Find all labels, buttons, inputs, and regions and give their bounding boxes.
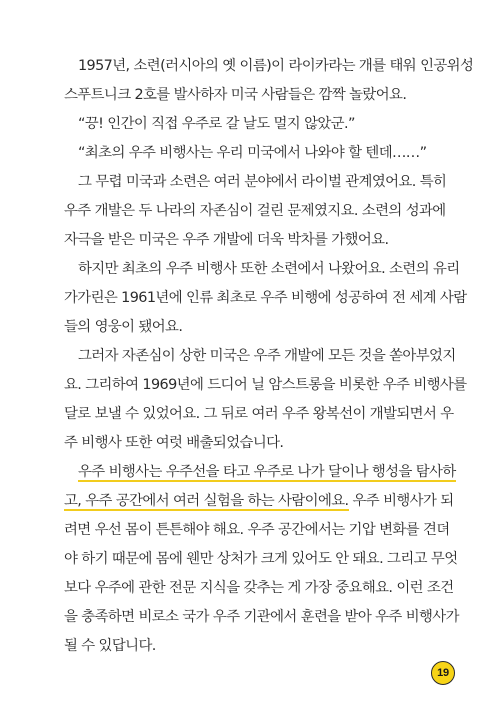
body-text: [64, 52, 474, 661]
paragraph-line: 려면 우선 몸이 튼튼해야 해요. 우주 공간에서는 기압 변화를 견뎌: [64, 522, 450, 538]
paragraph-line: 우주 개발은 두 나라의 자존심이 걸린 문제였지요. 소련의 성과에: [64, 203, 446, 219]
paragraph-line: 요. 그리하여 1969년에 드디어 닐 암스트롱을 비롯한 우주 비행사를: [64, 377, 467, 393]
page-number-badge: 19: [431, 661, 455, 685]
paragraph-line: 을 충족하면 비로소 국가 우주 기관에서 훈련을 받아 우주 비행사가: [64, 609, 459, 625]
highlighted-line: [64, 487, 456, 516]
paragraph-line: 하지만 최초의 우주 비행사 또한 소련에서 나왔어요. 소련의 유리: [78, 261, 460, 277]
highlighted-line: [64, 458, 456, 487]
line-continuation: 우주 비행사가 되: [348, 493, 454, 509]
highlighted-text: 고, 우주 공간에서 여러 실험을 하는 사람이에요.: [64, 493, 349, 509]
paragraph-line: 주 비행사 또한 여럿 배출되었습니다.: [64, 435, 284, 451]
paragraph-line: 달로 보낼 수 있었어요. 그 뒤로 여러 우주 왕복선이 개발되면서 우: [64, 406, 454, 422]
paragraph-line: 1957년, 소련(러시아의 옛 이름)이 라이카라는 개를 태워 인공위성: [78, 58, 474, 74]
paragraph-line: 가가린은 1961년에 인류 최초로 우주 비행에 성공하여 전 세계 사람: [64, 290, 467, 306]
paragraph-line: 자극을 받은 미국은 우주 개발에 더욱 박차를 가했어요.: [64, 232, 389, 248]
paragraph-line: 스푸트니크 2호를 발사하자 미국 사람들은 깜짝 놀랐어요.: [64, 87, 407, 103]
paragraph-line: 들의 영웅이 됐어요.: [64, 319, 183, 335]
highlighted-text: 우주 비행사는 우주선을 타고 우주로 나가 달이나 행성을 탐사하: [78, 464, 456, 480]
paragraph-line: 그 무렵 미국과 소련은 여러 분야에서 라이벌 관계였어요. 특히: [78, 174, 447, 190]
paragraph-line: 그러자 자존심이 상한 미국은 우주 개발에 모든 것을 쏟아부었지: [78, 348, 456, 364]
dialogue-line: “최초의 우주 비행사는 우리 미국에서 나와야 할 텐데……”: [78, 145, 427, 161]
dialogue-line: “끙! 인간이 직접 우주로 갈 날도 멀지 않았군.”: [78, 116, 355, 132]
paragraph-line: 보다 우주에 관한 전문 지식을 갖추는 게 가장 중요해요. 이런 조건: [64, 580, 454, 596]
paragraph-line: 될 수 있답니다.: [64, 638, 156, 654]
paragraph-line: 야 하기 때문에 몸에 웬만 상처가 크게 있어도 안 돼요. 그리고 무엇: [64, 551, 458, 567]
